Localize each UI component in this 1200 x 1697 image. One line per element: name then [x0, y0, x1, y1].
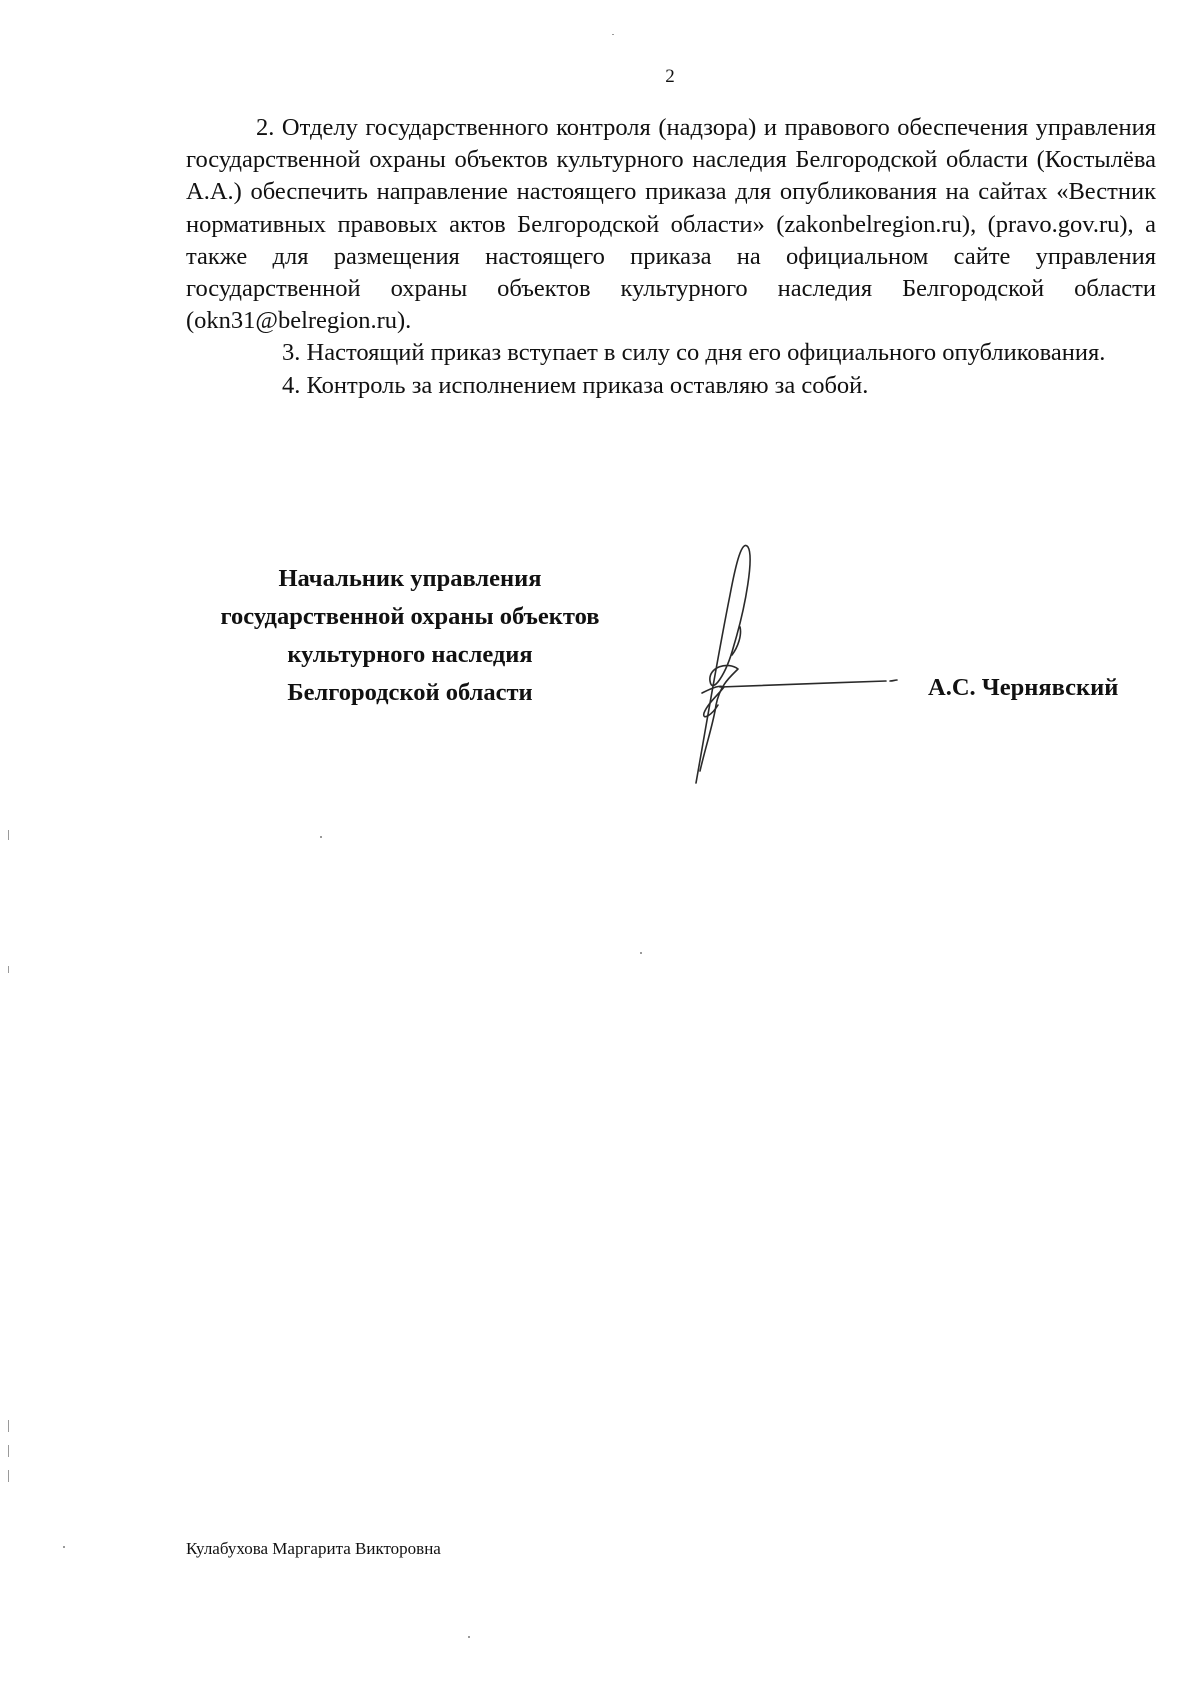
document-body: [186, 112, 1156, 402]
signatory-title-line: культурного наследия: [287, 641, 533, 668]
signatory-title-line: Начальник управления: [278, 565, 542, 592]
signatory-name: А.С. Чернявский: [928, 674, 1119, 701]
scan-mark: [8, 830, 9, 840]
executor-name: Кулабухова Маргарита Викторовна: [186, 1539, 441, 1558]
signatory-title-line: Белгородской области: [287, 679, 533, 706]
scan-mark: [8, 966, 9, 973]
page-number: 2: [665, 66, 675, 87]
signatory-title: [180, 560, 640, 712]
scan-mark: [63, 1546, 65, 1548]
scan-mark: [8, 1445, 9, 1457]
scan-mark: [468, 1636, 470, 1638]
scan-mark: [8, 1420, 9, 1432]
paragraph-2: 2. Отделу государственного контроля (надзора) и правового обеспечения управления государственной охраны объектов культурного наследия Белгородской области (Костылёва А.А.) обеспечить направление настоящего приказа для опубликования на сайтах «Вестник нормативных правовых актов Белгородской области» (zakonbelregion.ru), (pravo.gov.ru), а также для размещения настоящего приказа на официальном сайте управления государственной охраны объектов культурного наследия Белгородской области (okn31@belregion.ru).: [186, 114, 1156, 335]
handwritten-signature: [690, 535, 930, 785]
scan-mark: [640, 952, 642, 954]
scan-mark: [612, 34, 614, 35]
scan-mark: [320, 836, 322, 838]
signatory-title-line: государственной охраны объектов: [220, 603, 600, 630]
paragraph-4: 4. Контроль за исполнением приказа оставляю за собой.: [282, 371, 869, 399]
scan-mark: [8, 1470, 9, 1482]
paragraph-3: 3. Настоящий приказ вступает в силу со дня его официального опубликования.: [282, 339, 1106, 367]
